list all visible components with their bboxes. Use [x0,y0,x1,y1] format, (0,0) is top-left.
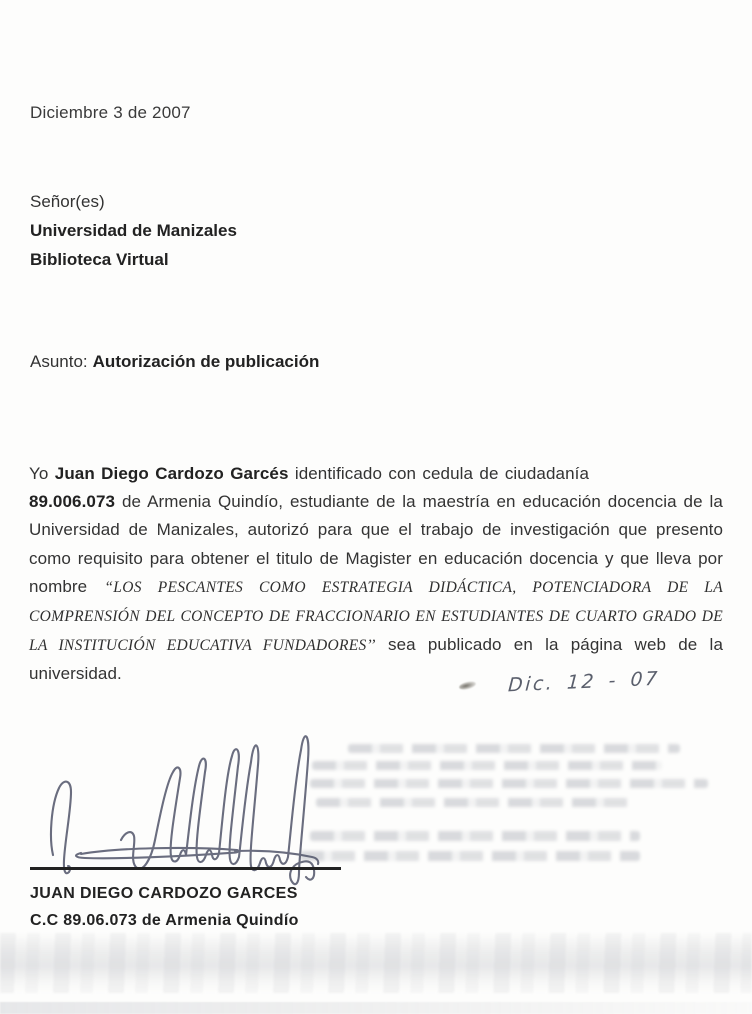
bleed-through-text-line [312,761,662,770]
bleed-through-text-line [316,798,634,807]
recipient-organization: Universidad de Manizales [30,221,237,240]
author-name-bold: Juan Diego Cardozo Garcés [54,464,289,483]
id-number-bold: 89.006.073 [29,492,116,512]
subject-label: Asunto: [30,352,88,371]
body-paragraph [29,460,723,689]
subject-value: Autorización de publicación [92,352,320,371]
body-run: sea publicado en la página web de la universidad. [29,635,723,684]
body-run: de Armenia Quindío, estudiante de la maestría en educación docencia de la Universidad de Manizales, autorizó para que el trabajo de investigación que presento como requisito para obtener el titulo de Magister en educación docencia y que lleva por nombre [29,492,723,596]
signatory-id: C.C 89.06.073 de Armenia Quindío [30,912,299,929]
recipient-block [30,187,237,274]
handwritten-date-annotation: Dic. 12 - 07 [507,667,661,697]
thesis-title-quote: “LOS PESCANTES COMO ESTRATEGIA DIDÁCTICA, POTENCIADORA DE LA COMPRENSIÓN DEL CONCEPTO DE FRACCIONARIO EN ESTUDIANTES DE CUARTO GRADO DE LA INSTITUCIÓN EDUCATIVA FUNDADORES’’ [29,578,723,655]
subject-line [30,352,319,372]
bleed-through-text-line [300,851,640,861]
bleed-through-text-line [310,779,708,788]
bleed-through-text-line [310,831,640,841]
body-run: Yo [29,464,55,483]
scan-texture-band [0,933,752,993]
letter-date: Diciembre 3 de 2007 [30,103,191,122]
scan-bottom-edge [0,1002,752,1014]
signature-rule [30,867,341,870]
bleed-through-text-line [348,744,680,753]
recipient-salutation: Señor(es) [30,192,105,211]
handwritten-signature [25,720,345,910]
signatory-name: JUAN DIEGO CARDOZO GARCES [30,885,298,902]
recipient-department: Biblioteca Virtual [30,250,169,269]
body-run: identificado con cedula de ciudadanía [288,464,590,483]
